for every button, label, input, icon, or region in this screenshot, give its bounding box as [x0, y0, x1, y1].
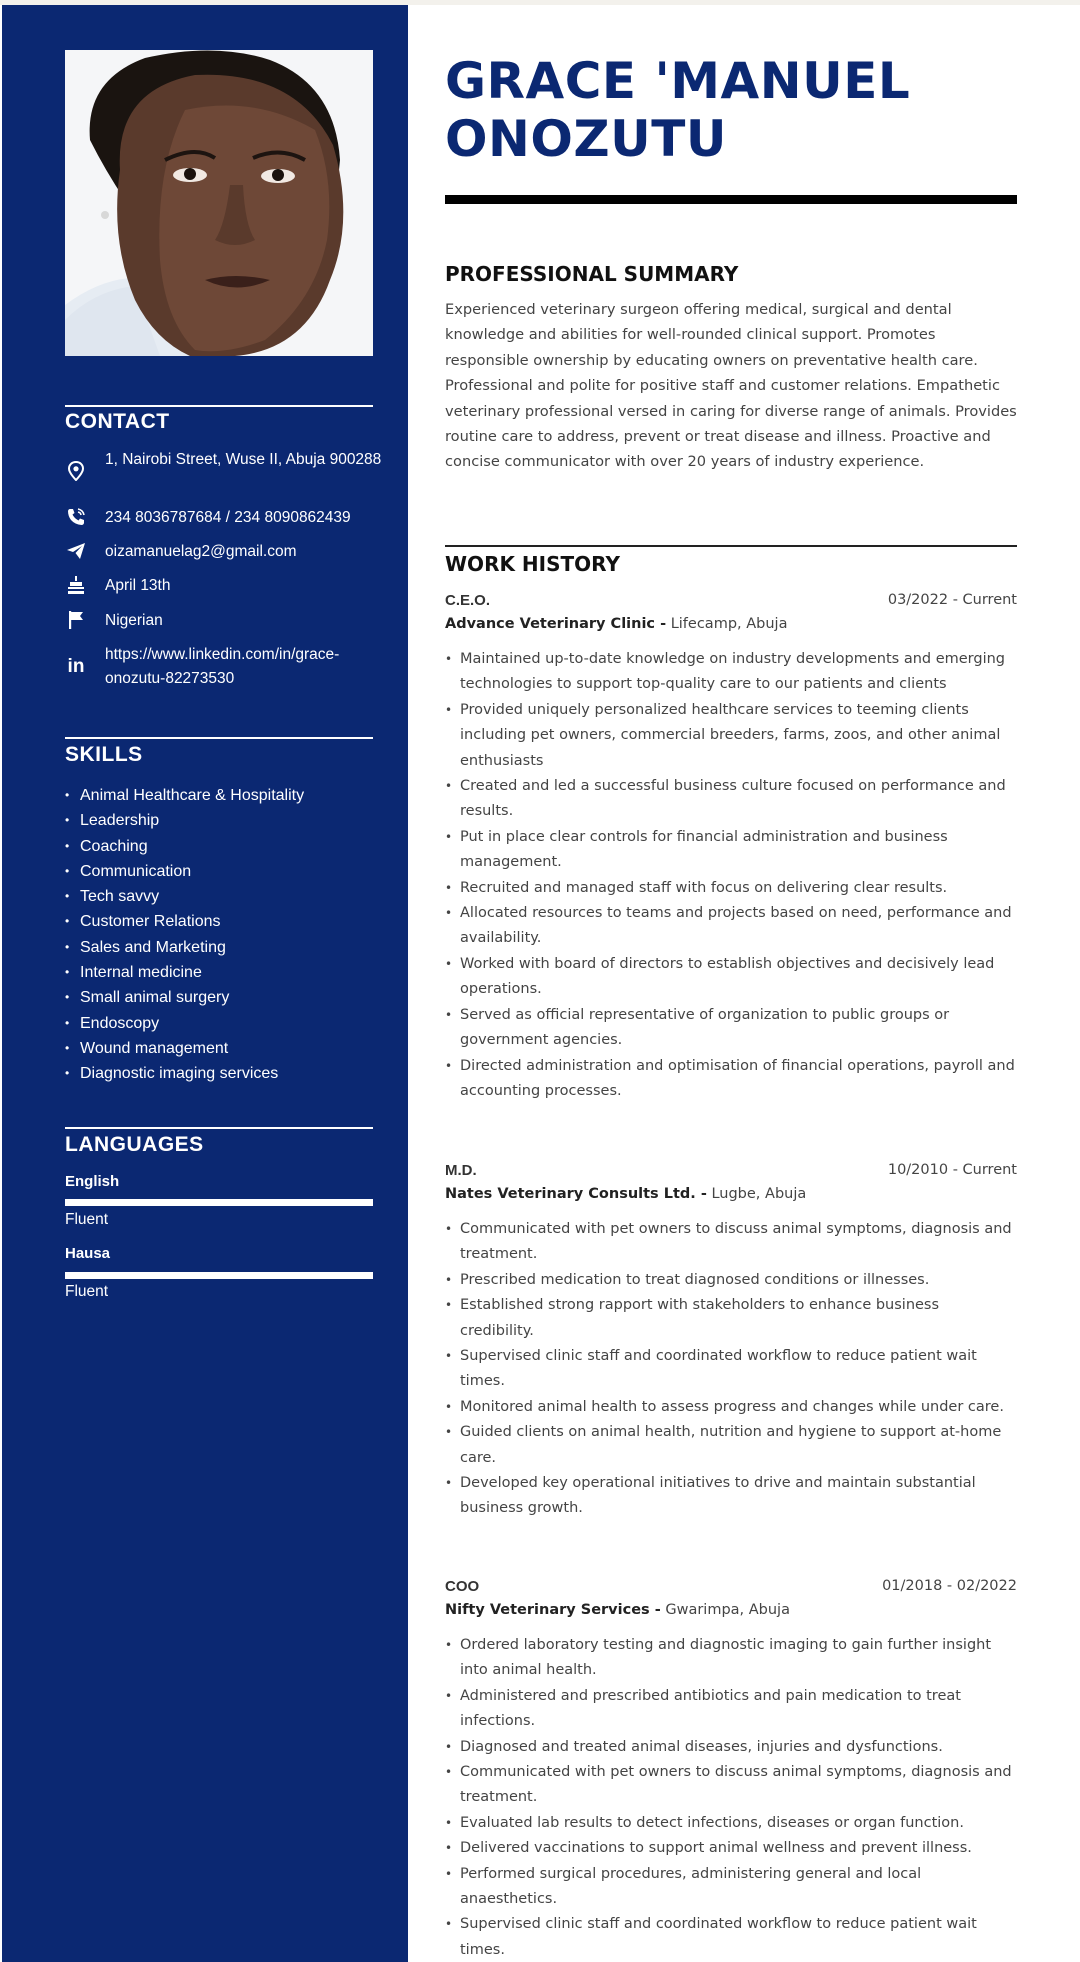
bullet-item: • Put in place clear controls for financial administration and business management. [445, 825, 1017, 876]
company-name: Advance Veterinary Clinic - [445, 616, 667, 632]
work-history-divider [445, 545, 1017, 547]
language-name: English [65, 1173, 120, 1190]
contact-phone [65, 506, 385, 530]
job-title: COO [445, 1578, 480, 1595]
skill-item: • Communication [65, 859, 304, 884]
bullet-item: • Monitored animal health to assess progress and changes while under care. [445, 1395, 1017, 1420]
skill-item: • Tech savvy [65, 884, 304, 909]
bullet-item: • Developed key operational initiatives to drive and maintain substantial business growth. [445, 1471, 1017, 1522]
skill-item: • Animal Healthcare & Hospitality [65, 783, 304, 808]
job-dates: 03/2022 - Current [887, 592, 1017, 608]
language-proficiency-bar [65, 1199, 373, 1206]
company-name: Nifty Veterinary Services - [445, 1602, 661, 1618]
job-company [445, 1186, 806, 1202]
bullet-item: • Worked with board of directors to establish objectives and decisively lead operations. [445, 952, 1017, 1003]
skill-item: • Sales and Marketing [65, 935, 304, 960]
bullet-item: • Communicated with pet owners to discuss animal symptoms, diagnosis and treatment. [445, 1217, 1017, 1268]
bullet-item: • Recruited and managed staff with focus on delivering clear results. [445, 876, 1017, 901]
skills-list [65, 783, 304, 1087]
contact-birthday-text: April 13th [105, 577, 171, 594]
contact-email [65, 540, 385, 564]
name-divider [445, 195, 1017, 204]
job-company [445, 616, 787, 632]
birthday-cake-icon [65, 574, 87, 596]
job-bullets [445, 647, 1017, 1104]
job-dates: 01/2018 - 02/2022 [882, 1578, 1017, 1594]
bullet-item: • Ordered laboratory testing and diagnostic imaging to gain further insight into animal health. [445, 1633, 1017, 1684]
skills-divider [65, 737, 373, 739]
language-level: Fluent [65, 1211, 109, 1228]
bullet-item: • Diagnosed and treated animal diseases, injuries and dysfunctions. [445, 1735, 1017, 1760]
contact-nationality-text: Nigerian [105, 612, 163, 629]
skill-item: • Endoscopy [65, 1011, 304, 1036]
work-history-heading: WORK HISTORY [445, 552, 620, 576]
language-name: Hausa [65, 1245, 111, 1262]
profile-photo [65, 50, 373, 356]
contact-email-text: oizamanuelag2@gmail.com [105, 543, 297, 560]
skill-item: • Coaching [65, 834, 304, 859]
language-level: Fluent [65, 1283, 109, 1300]
contact-address [65, 448, 385, 482]
contact-nationality [65, 609, 385, 633]
company-location: Gwarimpa, Abuja [665, 1602, 790, 1618]
skill-item: • Leadership [65, 808, 304, 833]
job-title: M.D. [445, 1162, 477, 1179]
linkedin-icon: in [67, 656, 85, 677]
bullet-item: • Administered and prescribed antibiotics and pain medication to treat infections. [445, 1684, 1017, 1735]
bullet-item: • Provided uniquely personalized healthcare services to teeming clients including pet owners, commercial breeders, farms, zoos, and other animal enthusiasts [445, 698, 1017, 774]
skill-item: • Internal medicine [65, 960, 304, 985]
skill-item: • Wound management [65, 1036, 304, 1061]
summary-heading: PROFESSIONAL SUMMARY [445, 262, 739, 286]
contact-linkedin-text[interactable]: https://www.linkedin.com/in/grace-onozutu-82273530 [105, 646, 340, 687]
skill-item: • Small animal surgery [65, 985, 304, 1010]
company-location: Lugbe, Abuja [711, 1186, 807, 1202]
job-bullets [445, 1217, 1017, 1522]
contact-heading: CONTACT [65, 410, 170, 433]
bullet-item: • Guided clients on animal health, nutrition and hygiene to support at-home care. [445, 1420, 1017, 1471]
company-location: Lifecamp, Abuja [670, 616, 788, 632]
job-bullets [445, 1633, 1017, 1962]
bullet-item: • Served as official representative of organization to public groups or government agencies. [445, 1003, 1017, 1054]
location-pin-icon [65, 460, 87, 482]
languages-divider [65, 1127, 373, 1129]
contact-divider [65, 405, 373, 407]
bullet-item: • Directed administration and optimisation of financial operations, payroll and accounting processes. [445, 1054, 1017, 1105]
bullet-item: • Supervised clinic staff and coordinated workflow to reduce patient wait times. [445, 1344, 1017, 1395]
bullet-item: • Communicated with pet owners to discuss animal symptoms, diagnosis and treatment. [445, 1760, 1017, 1811]
bullet-item: • Prescribed medication to treat diagnosed conditions or illnesses. [445, 1268, 1017, 1293]
company-name: Nates Veterinary Consults Ltd. - [445, 1186, 707, 1202]
phone-icon [65, 506, 87, 528]
skills-heading: SKILLS [65, 743, 143, 766]
skill-item: • Diagnostic imaging services [65, 1061, 304, 1086]
contact-address-text: 1, Nairobi Street, Wuse II, Abuja 900288 [105, 451, 382, 468]
bullet-item: • Allocated resources to teams and projects based on need, performance and availability. [445, 901, 1017, 952]
sidebar [2, 5, 408, 1962]
job-dates: 10/2010 - Current [887, 1162, 1017, 1178]
bullet-item: • Supervised clinic staff and coordinated workflow to reduce patient wait times. [445, 1912, 1017, 1962]
contact-birthday [65, 574, 385, 598]
bullet-item: • Performed surgical procedures, administering general and local anaesthetics. [445, 1862, 1017, 1913]
contact-phone-text: 234 8036787684 / 234 8090862439 [105, 509, 351, 526]
job-title: C.E.O. [445, 592, 491, 609]
candidate-name: GRACE 'MANUEL ONOZUTU [445, 52, 911, 168]
language-proficiency-bar [65, 1272, 373, 1279]
summary-text: Experienced veterinary surgeon offering medical, surgical and dental knowledge and abilities for well-rounded clinical support. Promotes responsible ownership by educating owners on preventative health care. Professional and polite for positive staff and customer relations. Empathetic veterinary professional versed in caring for diverse range of animals. Provides routine care to address, prevent or treat disease and illness. Proactive and concise communicator with over 20 years of industry experience. [445, 301, 1017, 471]
bullet-item: • Established strong rapport with stakeholders to enhance business credibility. [445, 1293, 1017, 1344]
send-icon [65, 540, 87, 562]
profile-photo-illustration [65, 50, 373, 356]
skill-item: • Customer Relations [65, 909, 304, 934]
job-company [445, 1602, 790, 1618]
bullet-item: • Evaluated lab results to detect infections, diseases or organ function. [445, 1811, 1017, 1836]
languages-heading: LANGUAGES [65, 1133, 204, 1156]
bullet-item: • Delivered vaccinations to support animal wellness and prevent illness. [445, 1836, 1017, 1861]
contact-linkedin[interactable] [65, 643, 385, 691]
bullet-item: • Maintained up-to-date knowledge on industry developments and emerging technologies to support top-quality care to our patients and clients [445, 647, 1017, 698]
flag-icon [65, 609, 87, 631]
bullet-item: • Created and led a successful business culture focused on performance and results. [445, 774, 1017, 825]
